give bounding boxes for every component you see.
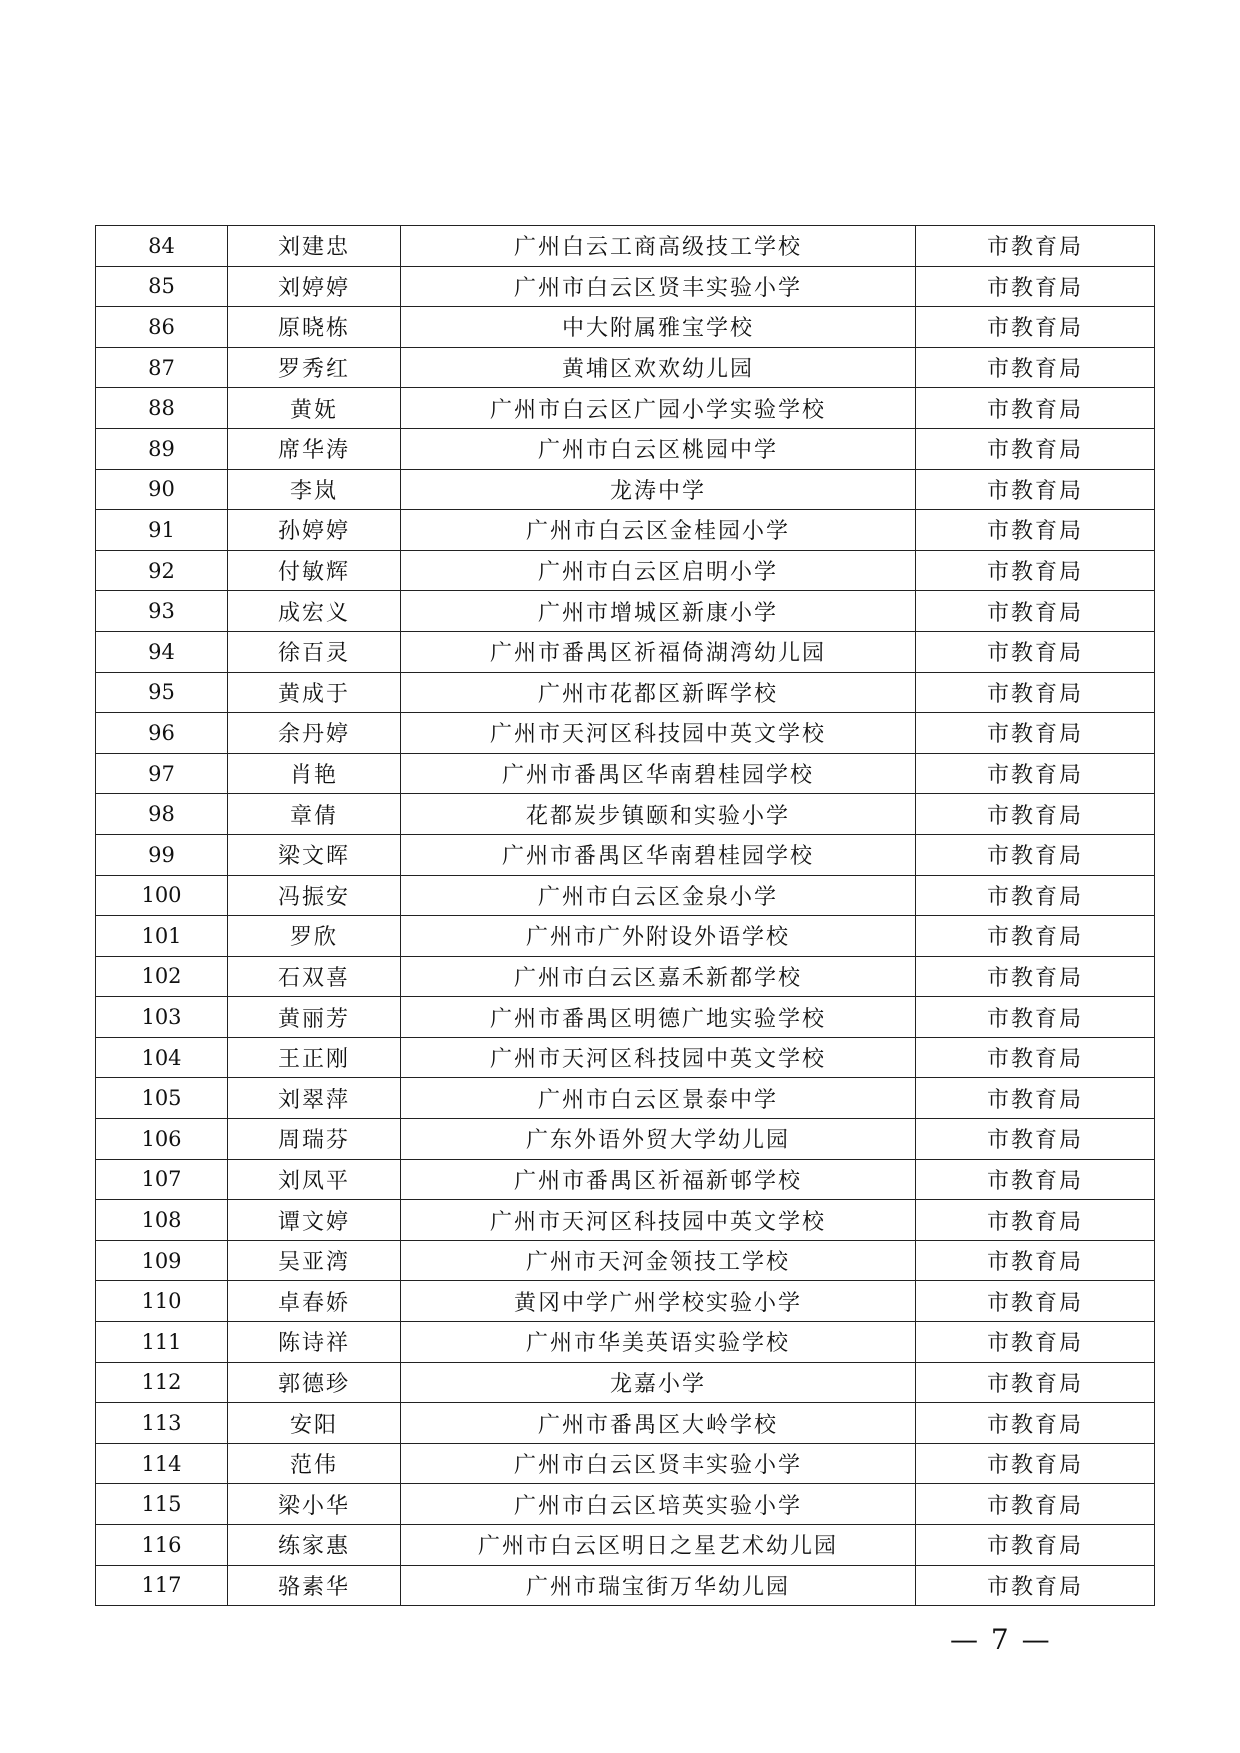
- row-number-cell: 111: [96, 1322, 228, 1363]
- school-cell: 广州市花都区新晖学校: [401, 672, 916, 713]
- department-cell: 市教育局: [916, 428, 1155, 469]
- name-cell: 黄成于: [228, 672, 401, 713]
- school-cell: 黄埔区欢欢幼儿园: [401, 347, 916, 388]
- table-row: [96, 631, 1155, 672]
- school-cell: 花都炭步镇颐和实验小学: [401, 794, 916, 835]
- name-cell: 冯振安: [228, 875, 401, 916]
- school-cell: 广州市白云区启明小学: [401, 550, 916, 591]
- department-cell: 市教育局: [916, 266, 1155, 307]
- name-cell: 孙婷婷: [228, 510, 401, 551]
- row-number-cell: 112: [96, 1362, 228, 1403]
- row-number-cell: 88: [96, 388, 228, 429]
- table-row: [96, 1281, 1155, 1322]
- name-cell: 吴亚湾: [228, 1240, 401, 1281]
- row-number-cell: 109: [96, 1240, 228, 1281]
- table-row: [96, 1200, 1155, 1241]
- school-cell: 广州市白云区明日之星艺术幼儿园: [401, 1525, 916, 1566]
- school-cell: 广州市瑞宝街万华幼儿园: [401, 1565, 916, 1606]
- name-cell: 刘婷婷: [228, 266, 401, 307]
- department-cell: 市教育局: [916, 307, 1155, 348]
- table-row: [96, 1525, 1155, 1566]
- name-cell: 谭文婷: [228, 1200, 401, 1241]
- row-number-cell: 102: [96, 956, 228, 997]
- department-cell: 市教育局: [916, 510, 1155, 551]
- school-cell: 广州市天河区科技园中英文学校: [401, 713, 916, 754]
- table-row: [96, 1037, 1155, 1078]
- department-cell: 市教育局: [916, 388, 1155, 429]
- department-cell: 市教育局: [916, 1403, 1155, 1444]
- department-cell: 市教育局: [916, 1281, 1155, 1322]
- row-number-cell: 100: [96, 875, 228, 916]
- department-cell: 市教育局: [916, 875, 1155, 916]
- department-cell: 市教育局: [916, 347, 1155, 388]
- school-cell: 广州市白云区金泉小学: [401, 875, 916, 916]
- row-number-cell: 108: [96, 1200, 228, 1241]
- row-number-cell: 85: [96, 266, 228, 307]
- department-cell: 市教育局: [916, 550, 1155, 591]
- table-row: [96, 916, 1155, 957]
- department-cell: 市教育局: [916, 1200, 1155, 1241]
- table-row: [96, 266, 1155, 307]
- name-cell: 王正刚: [228, 1037, 401, 1078]
- school-cell: 广州市白云区嘉禾新都学校: [401, 956, 916, 997]
- name-cell: 卓春娇: [228, 1281, 401, 1322]
- table-row: [96, 1119, 1155, 1160]
- row-number-cell: 95: [96, 672, 228, 713]
- department-cell: 市教育局: [916, 469, 1155, 510]
- school-cell: 广州市白云区贤丰实验小学: [401, 266, 916, 307]
- table-row: [96, 1240, 1155, 1281]
- row-number-cell: 93: [96, 591, 228, 632]
- department-cell: 市教育局: [916, 1525, 1155, 1566]
- name-cell: 刘建忠: [228, 226, 401, 267]
- row-number-cell: 87: [96, 347, 228, 388]
- school-cell: 广州市白云区贤丰实验小学: [401, 1443, 916, 1484]
- school-cell: 广州市白云区金桂园小学: [401, 510, 916, 551]
- name-cell: 刘翠萍: [228, 1078, 401, 1119]
- table-row: [96, 1565, 1155, 1606]
- name-cell: 章倩: [228, 794, 401, 835]
- school-cell: 黄冈中学广州学校实验小学: [401, 1281, 916, 1322]
- table-row: [96, 550, 1155, 591]
- name-cell: 罗欣: [228, 916, 401, 957]
- row-number-cell: 99: [96, 834, 228, 875]
- school-cell: 广州白云工商高级技工学校: [401, 226, 916, 267]
- table-row: [96, 794, 1155, 835]
- department-cell: 市教育局: [916, 1078, 1155, 1119]
- department-cell: 市教育局: [916, 713, 1155, 754]
- page-number: — 7 —: [950, 1623, 1052, 1656]
- name-cell: 范伟: [228, 1443, 401, 1484]
- table-row: [96, 997, 1155, 1038]
- department-cell: 市教育局: [916, 997, 1155, 1038]
- school-cell: 广州市白云区广园小学实验学校: [401, 388, 916, 429]
- name-cell: 黄妩: [228, 388, 401, 429]
- table-row: [96, 226, 1155, 267]
- department-cell: 市教育局: [916, 591, 1155, 632]
- name-cell: 付敏辉: [228, 550, 401, 591]
- department-cell: 市教育局: [916, 1240, 1155, 1281]
- department-cell: 市教育局: [916, 1484, 1155, 1525]
- department-cell: 市教育局: [916, 753, 1155, 794]
- row-number-cell: 92: [96, 550, 228, 591]
- name-cell: 肖艳: [228, 753, 401, 794]
- table-row: [96, 834, 1155, 875]
- school-cell: 广州市广外附设外语学校: [401, 916, 916, 957]
- row-number-cell: 97: [96, 753, 228, 794]
- department-cell: 市教育局: [916, 1159, 1155, 1200]
- school-cell: 广东外语外贸大学幼儿园: [401, 1119, 916, 1160]
- school-cell: 广州市华美英语实验学校: [401, 1322, 916, 1363]
- name-cell: 安阳: [228, 1403, 401, 1444]
- school-cell: 广州市白云区桃园中学: [401, 428, 916, 469]
- school-cell: 广州市番禺区华南碧桂园学校: [401, 834, 916, 875]
- department-cell: 市教育局: [916, 794, 1155, 835]
- table-row: [96, 591, 1155, 632]
- table-row: [96, 1484, 1155, 1525]
- name-cell: 石双喜: [228, 956, 401, 997]
- department-cell: 市教育局: [916, 956, 1155, 997]
- department-cell: 市教育局: [916, 631, 1155, 672]
- table-row: [96, 753, 1155, 794]
- table-row: [96, 388, 1155, 429]
- school-cell: 广州市番禺区祈福倚湖湾幼儿园: [401, 631, 916, 672]
- school-cell: 广州市番禺区华南碧桂园学校: [401, 753, 916, 794]
- table-row: [96, 1322, 1155, 1363]
- school-cell: 龙嘉小学: [401, 1362, 916, 1403]
- row-number-cell: 101: [96, 916, 228, 957]
- table-row: [96, 1362, 1155, 1403]
- department-cell: 市教育局: [916, 1119, 1155, 1160]
- department-cell: 市教育局: [916, 834, 1155, 875]
- department-cell: 市教育局: [916, 1037, 1155, 1078]
- school-cell: 广州市番禺区明德广地实验学校: [401, 997, 916, 1038]
- school-cell: 广州市增城区新康小学: [401, 591, 916, 632]
- table-row: [96, 428, 1155, 469]
- name-cell: 余丹婷: [228, 713, 401, 754]
- row-number-cell: 86: [96, 307, 228, 348]
- name-cell: 骆素华: [228, 1565, 401, 1606]
- department-cell: 市教育局: [916, 1443, 1155, 1484]
- school-cell: 广州市番禺区大岭学校: [401, 1403, 916, 1444]
- row-number-cell: 110: [96, 1281, 228, 1322]
- school-cell: 中大附属雅宝学校: [401, 307, 916, 348]
- name-cell: 练家惠: [228, 1525, 401, 1566]
- department-cell: 市教育局: [916, 672, 1155, 713]
- row-number-cell: 96: [96, 713, 228, 754]
- table-row: [96, 875, 1155, 916]
- department-cell: 市教育局: [916, 1565, 1155, 1606]
- table-row: [96, 713, 1155, 754]
- table-row: [96, 1443, 1155, 1484]
- name-cell: 成宏义: [228, 591, 401, 632]
- row-number-cell: 103: [96, 997, 228, 1038]
- table-row: [96, 307, 1155, 348]
- table-row: [96, 1078, 1155, 1119]
- roster-table-body: [96, 226, 1155, 1606]
- table-row: [96, 1159, 1155, 1200]
- row-number-cell: 115: [96, 1484, 228, 1525]
- name-cell: 刘凤平: [228, 1159, 401, 1200]
- school-cell: 广州市天河金领技工学校: [401, 1240, 916, 1281]
- row-number-cell: 116: [96, 1525, 228, 1566]
- school-cell: 广州市天河区科技园中英文学校: [401, 1200, 916, 1241]
- table-row: [96, 672, 1155, 713]
- school-cell: 广州市白云区景泰中学: [401, 1078, 916, 1119]
- name-cell: 陈诗祥: [228, 1322, 401, 1363]
- row-number-cell: 90: [96, 469, 228, 510]
- row-number-cell: 98: [96, 794, 228, 835]
- table-row: [96, 510, 1155, 551]
- name-cell: 周瑞芬: [228, 1119, 401, 1160]
- row-number-cell: 113: [96, 1403, 228, 1444]
- name-cell: 郭德珍: [228, 1362, 401, 1403]
- row-number-cell: 89: [96, 428, 228, 469]
- school-cell: 广州市天河区科技园中英文学校: [401, 1037, 916, 1078]
- name-cell: 原晓栋: [228, 307, 401, 348]
- row-number-cell: 104: [96, 1037, 228, 1078]
- department-cell: 市教育局: [916, 1322, 1155, 1363]
- row-number-cell: 94: [96, 631, 228, 672]
- department-cell: 市教育局: [916, 226, 1155, 267]
- name-cell: 梁小华: [228, 1484, 401, 1525]
- roster-table: [95, 225, 1155, 1606]
- row-number-cell: 117: [96, 1565, 228, 1606]
- school-cell: 广州市番禺区祈福新邨学校: [401, 1159, 916, 1200]
- department-cell: 市教育局: [916, 916, 1155, 957]
- table-row: [96, 1403, 1155, 1444]
- table-row: [96, 956, 1155, 997]
- name-cell: 罗秀红: [228, 347, 401, 388]
- school-cell: 广州市白云区培英实验小学: [401, 1484, 916, 1525]
- row-number-cell: 105: [96, 1078, 228, 1119]
- row-number-cell: 106: [96, 1119, 228, 1160]
- name-cell: 梁文晖: [228, 834, 401, 875]
- department-cell: 市教育局: [916, 1362, 1155, 1403]
- school-cell: 龙涛中学: [401, 469, 916, 510]
- name-cell: 黄丽芳: [228, 997, 401, 1038]
- row-number-cell: 107: [96, 1159, 228, 1200]
- name-cell: 徐百灵: [228, 631, 401, 672]
- row-number-cell: 91: [96, 510, 228, 551]
- name-cell: 李岚: [228, 469, 401, 510]
- name-cell: 席华涛: [228, 428, 401, 469]
- table-row: [96, 469, 1155, 510]
- table-row: [96, 347, 1155, 388]
- row-number-cell: 114: [96, 1443, 228, 1484]
- row-number-cell: 84: [96, 226, 228, 267]
